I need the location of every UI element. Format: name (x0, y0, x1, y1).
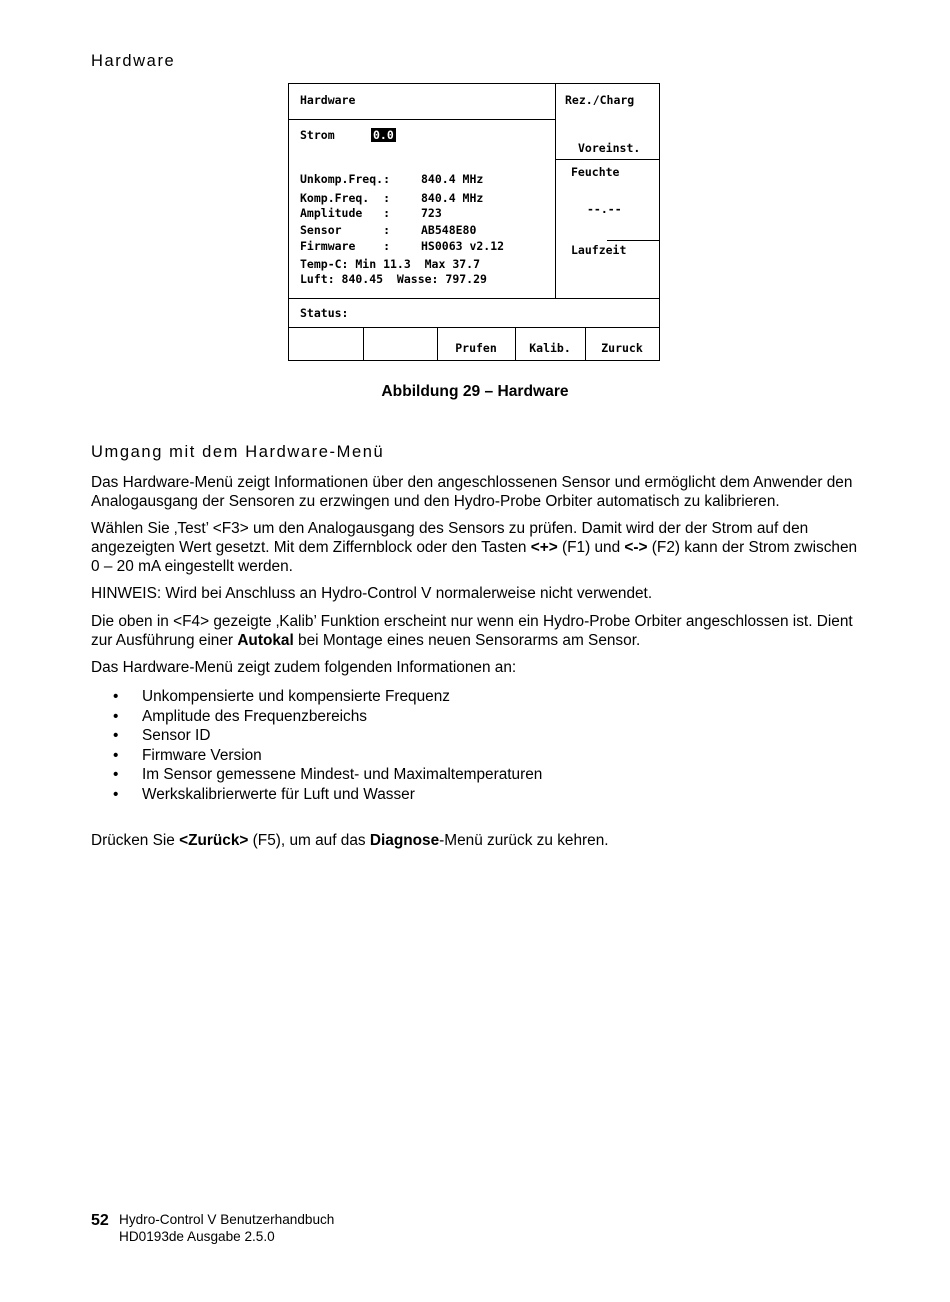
luft-line: Luft: 840.45 Wasse: 797.29 (300, 272, 487, 286)
row-value: 840.4 MHz (421, 191, 484, 205)
list-item: • Sensor ID (91, 726, 542, 746)
paragraph: Wählen Sie ‚Test’ <F3> um den Analogausgang des Sensors zu prüfen. Damit wird der der Strom auf den angezeigten Wert gesetzt. Mit dem Ziffernblock oder den Tasten <+> (F1) und <-> (F2) kann der Strom zwischen 0 – 20 mA eingestellt werden. (91, 520, 858, 575)
paragraph: Drücken Sie <Zurück> (F5), um auf das Diagnose-Menü zurück zu kehren. (91, 832, 609, 849)
row-label: Firmware : (300, 239, 391, 253)
list-item: • Unkompensierte und kompensierte Frequenz (91, 687, 542, 707)
list-item: • Im Sensor gemessene Mindest- und Maximaltemperaturen (91, 765, 542, 785)
list-item: • Firmware Version (91, 746, 542, 766)
divider (289, 327, 659, 328)
divider (555, 84, 556, 298)
prufen-button[interactable]: Prufen (455, 341, 497, 355)
footer-edition: HD0193de Ausgabe 2.5.0 (119, 1229, 275, 1244)
status-label: Status: (300, 306, 349, 320)
row-value: 840.4 MHz (421, 172, 484, 186)
note-paragraph: HINWEIS: Wird bei Anschluss an Hydro-Control V normalerweise nicht verwendet. (91, 585, 653, 602)
figure-caption: Abbildung 29 – Hardware (381, 383, 569, 400)
voreinst-label: Voreinst. (578, 141, 641, 155)
list-item: • Amplitude des Frequenzbereichs (91, 707, 542, 727)
row-value: 723 (421, 206, 442, 220)
section-title: Hardware (91, 52, 176, 70)
divider (555, 159, 659, 160)
feuchte-label: Feuchte (571, 165, 620, 179)
row-label: Amplitude : (300, 206, 391, 220)
row-value: AB548E80 (421, 223, 477, 237)
list-item: • Werkskalibrierwerte für Luft und Wasser (91, 785, 542, 805)
screen-title: Hardware (300, 93, 356, 107)
row-label: Komp.Freq. : (300, 191, 391, 205)
strom-label: Strom (300, 128, 335, 142)
section-title: Umgang mit dem Hardware-Menü (91, 443, 385, 461)
rez-charge-label: Rez./Charg (565, 93, 635, 107)
zuruck-button[interactable]: Zuruck (601, 341, 643, 355)
footer-title: Hydro-Control V Benutzerhandbuch (119, 1212, 335, 1227)
paragraph: Das Hardware-Menü zeigt zudem folgenden Informationen an: (91, 659, 517, 676)
laufzeit-label: Laufzeit (571, 243, 627, 257)
paragraph: Das Hardware-Menü zeigt Informationen über den angeschlossenen Sensor und ermöglicht dem Anwender den Analogausgang der Sensoren zu erzwingen und den Hydro-Probe Orbiter automatisch zu kalibrieren. (91, 474, 853, 510)
row-label: Unkomp.Freq.: (300, 172, 391, 186)
paragraph: Die oben in <F4> gezeigte ‚Kalib’ Funktion erscheint nur wenn ein Hydro-Probe Orbiter angeschlossen ist. Dient zur Ausführung einer Autokal bei Montage eines neuen Sensorarms am Sensor. (91, 613, 853, 649)
info-list (91, 687, 542, 804)
hardware-screen-figure (288, 83, 660, 361)
row-value: HS0063 v2.12 (421, 239, 505, 253)
divider (363, 327, 364, 360)
divider (607, 240, 659, 241)
divider (289, 119, 555, 120)
row-label: Sensor : (300, 223, 391, 237)
divider (289, 298, 659, 299)
feuchte-value: --.-- (587, 202, 622, 216)
temp-line: Temp-C: Min 11.3 Max 37.7 (300, 257, 481, 271)
kalib-button[interactable]: Kalib. (529, 341, 571, 355)
page-number: 52 (91, 1212, 109, 1229)
strom-value[interactable]: 0.0 (373, 128, 394, 142)
